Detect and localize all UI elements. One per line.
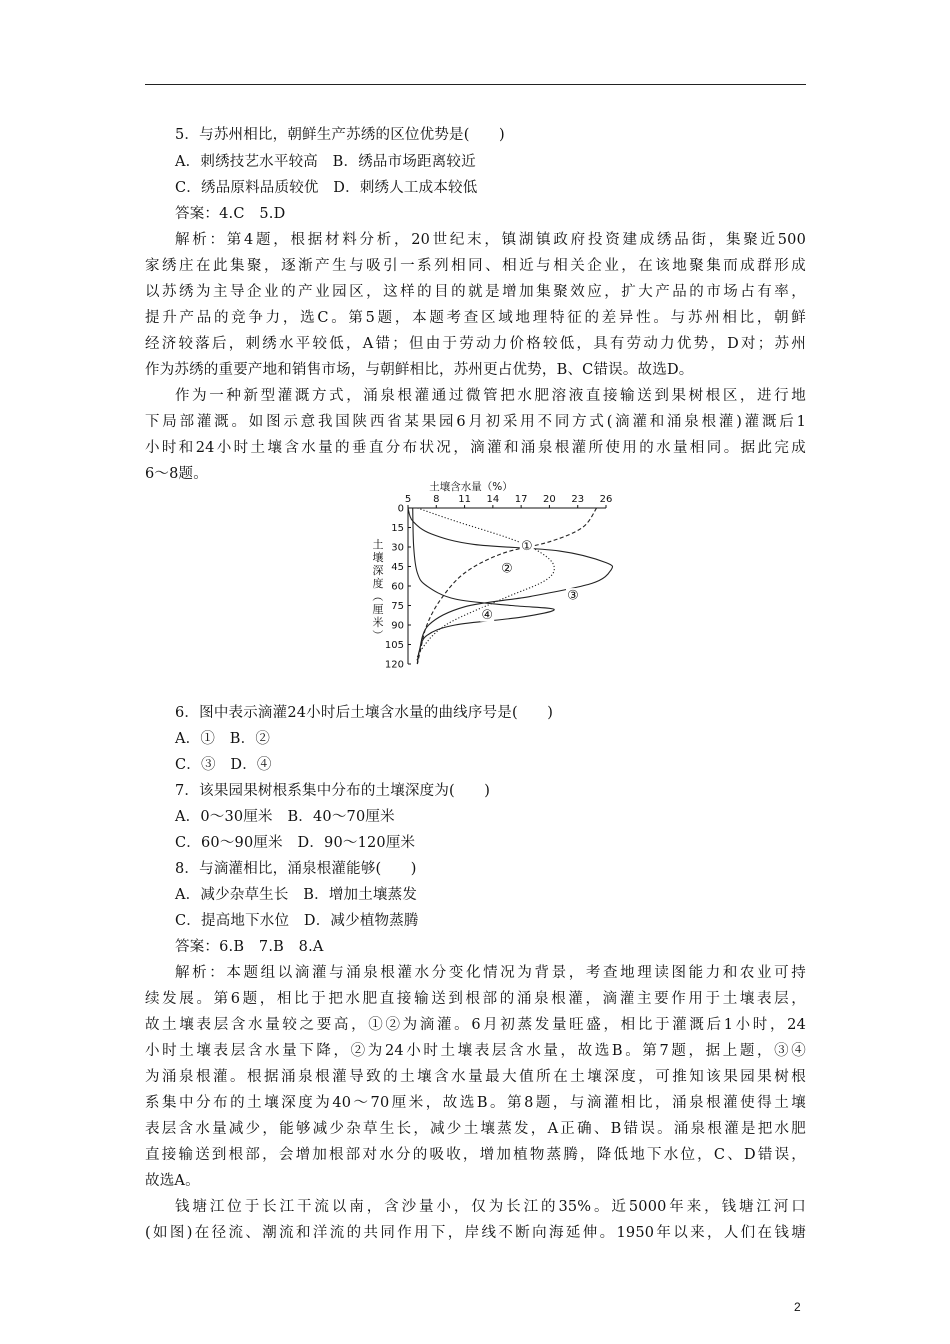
q6-options-cd: C．③ D．④ xyxy=(175,757,272,773)
expl68-line: 表层含水量减少，能够减少杂草生长，减少土壤蒸发，A正确、B错误。涌泉根灌是把水肥 xyxy=(145,1121,806,1137)
y-axis-label-char: 度 xyxy=(372,577,384,590)
y-tick-label: 90 xyxy=(391,620,404,632)
y-tick-label: 60 xyxy=(391,581,404,593)
q5-stem: 5．与苏州相比，朝鲜生产苏绣的区位优势是( ) xyxy=(175,127,505,143)
y-axis-label-char: 厘 xyxy=(372,603,384,616)
header-rule xyxy=(145,84,806,85)
intro68-line: 作为一种新型灌溉方式，涌泉根灌通过微管把水肥溶液直接输送到果树根区，进行地 xyxy=(175,388,806,404)
y-axis-label-char: 壤 xyxy=(372,551,384,564)
expl68-line: 直接输送到根部，会增加根部对水分的吸收，增加植物蒸腾，降低地下水位，C、D错误， xyxy=(145,1147,806,1163)
expl45-line: 经济较落后，刺绣水平较低，A错；但由于劳动力价格较低，具有劳动力优势，D对；苏州 xyxy=(145,336,806,352)
soil-moisture-chart xyxy=(366,476,626,676)
y-tick-label: 75 xyxy=(391,601,404,612)
expl68-line: 为涌泉根灌。根据涌泉根灌导致的土壤含水量最大值所在土壤深度，可推知该果园果树根 xyxy=(145,1069,806,1085)
expl45-line: 以苏绣为主导企业的产业园区，这样的目的就是增加集聚效应，扩大产品的市场占有率， xyxy=(145,284,806,300)
expl68-line: 故选A。 xyxy=(145,1173,200,1189)
q6-stem: 6．图中表示滴灌24小时后土壤含水量的曲线序号是( ) xyxy=(175,705,554,721)
y-tick-label: 45 xyxy=(391,562,404,573)
intro68-line: 6～8题。 xyxy=(145,466,208,482)
x-tick-label: 17 xyxy=(514,494,528,505)
series-label-1: ① xyxy=(520,539,533,555)
expl45-line: 解析：第4题，根据材料分析，20世纪末，镇湖镇政府投资建成绣品街，集聚近500 xyxy=(175,232,806,248)
qiantang-line: 钱塘江位于长江干流以南，含沙量小，仅为长江的35%。近5000年来，钱塘江河口 xyxy=(175,1199,806,1215)
series-line-2 xyxy=(417,508,596,664)
q8-stem: 8．与滴灌相比，涌泉根灌能够( ) xyxy=(175,861,417,877)
x-tick-label: 5 xyxy=(404,494,412,505)
q8-answer: 答案：6.B 7.B 8.A xyxy=(175,939,324,955)
q7-options-ab: A．0～30厘米 B．40～70厘米 xyxy=(175,809,395,825)
expl45-line: 提升产品的竞争力，选C。第5题，本题考查区域地理特征的差异性。与苏州相比，朝鲜 xyxy=(145,310,806,326)
expl68-line: 续发展。第6题，相比于把水肥直接输送到根部的涌泉根灌，滴灌主要作用于土壤表层， xyxy=(145,991,806,1007)
y-tick-label: 0 xyxy=(397,503,404,515)
expl45-line: 作为苏绣的重要产地和销售市场，与朝鲜相比，苏州更占优势，B、C错误。故选D。 xyxy=(145,362,694,378)
series-line-3 xyxy=(408,508,613,664)
q5-options-cd: C．绣品原料品质较优 D．刺绣人工成本较低 xyxy=(175,180,478,196)
expl68-line: 小时土壤表层含水量下降，②为24小时土壤表层含水量，故选B。第7题，据上题，③④ xyxy=(145,1043,807,1059)
y-tick-label: 30 xyxy=(391,542,404,554)
x-tick-label: 20 xyxy=(543,494,556,505)
x-tick-label: 14 xyxy=(486,494,500,505)
y-axis-label-char: 土 xyxy=(372,538,384,551)
expl68-line: 故土壤表层含水量较之要高，①②为滴灌。6月初蒸发量旺盛，相比于灌溉后1小时，24 xyxy=(145,1017,806,1033)
chart-title: 土壤含水量（%） xyxy=(429,481,513,493)
series-label-2: ② xyxy=(501,561,513,577)
y-tick-label: 15 xyxy=(391,523,404,534)
expl45-line: 家绣庄在此集聚，逐渐产生与吸引一系列相同、相近与相关企业，在该地聚集而成群形成 xyxy=(145,258,806,274)
x-tick-label: 26 xyxy=(599,494,613,505)
series-line-1 xyxy=(417,508,554,664)
q6-options-ab: A．① B．② xyxy=(175,731,271,747)
expl68-line: 系集中分布的土壤深度为40～70厘米，故选B。第8题，与滴灌相比，涌泉根灌使得土壤 xyxy=(145,1095,806,1111)
q7-options-cd: C．60～90厘米 D．90～120厘米 xyxy=(175,835,416,851)
series-label-3: ③ xyxy=(567,588,579,604)
q7-stem: 7．该果园果树根系集中分布的土壤深度为( ) xyxy=(175,783,491,799)
expl68-line: 解析：本题组以滴灌与涌泉根灌水分变化情况为背景，考查地理读图能力和农业可持 xyxy=(175,965,806,981)
y-axis-label-char: 米 xyxy=(372,616,384,629)
q8-options-cd: C．提高地下水位 D．减少植物蒸腾 xyxy=(175,913,419,929)
intro68-line: 下局部灌溉。如图示意我国陕西省某果园6月初采用不同方式(滴灌和涌泉根灌)灌溉后1 xyxy=(145,414,806,430)
x-tick-label: 8 xyxy=(433,494,440,505)
qiantang-line: (如图)在径流、潮流和洋流的共同作用下，岸线不断向海延伸。1950年以来，人们在钱塘 xyxy=(145,1225,806,1241)
y-axis-label-char: ） xyxy=(371,629,384,641)
series-label-4: ④ xyxy=(481,608,494,624)
y-tick-label: 105 xyxy=(384,640,404,651)
q8-options-ab: A．减少杂草生长 B．增加土壤蒸发 xyxy=(175,887,418,903)
y-axis-label-char: 深 xyxy=(372,564,384,577)
x-tick-label: 23 xyxy=(571,494,585,505)
q5-answer: 答案：4.C 5.D xyxy=(175,206,286,222)
intro68-line: 小时和24小时土壤含水量的垂直分布状况，滴灌和涌泉根灌所使用的水量相同。据此完成 xyxy=(145,440,806,456)
y-axis-label-char: （ xyxy=(371,590,384,602)
x-tick-label: 11 xyxy=(458,494,471,505)
page-number: 2 xyxy=(794,1300,801,1314)
q5-options-ab: A．刺绣技艺水平较高 B．绣品市场距离较近 xyxy=(175,154,476,170)
y-tick-label: 120 xyxy=(384,659,404,671)
